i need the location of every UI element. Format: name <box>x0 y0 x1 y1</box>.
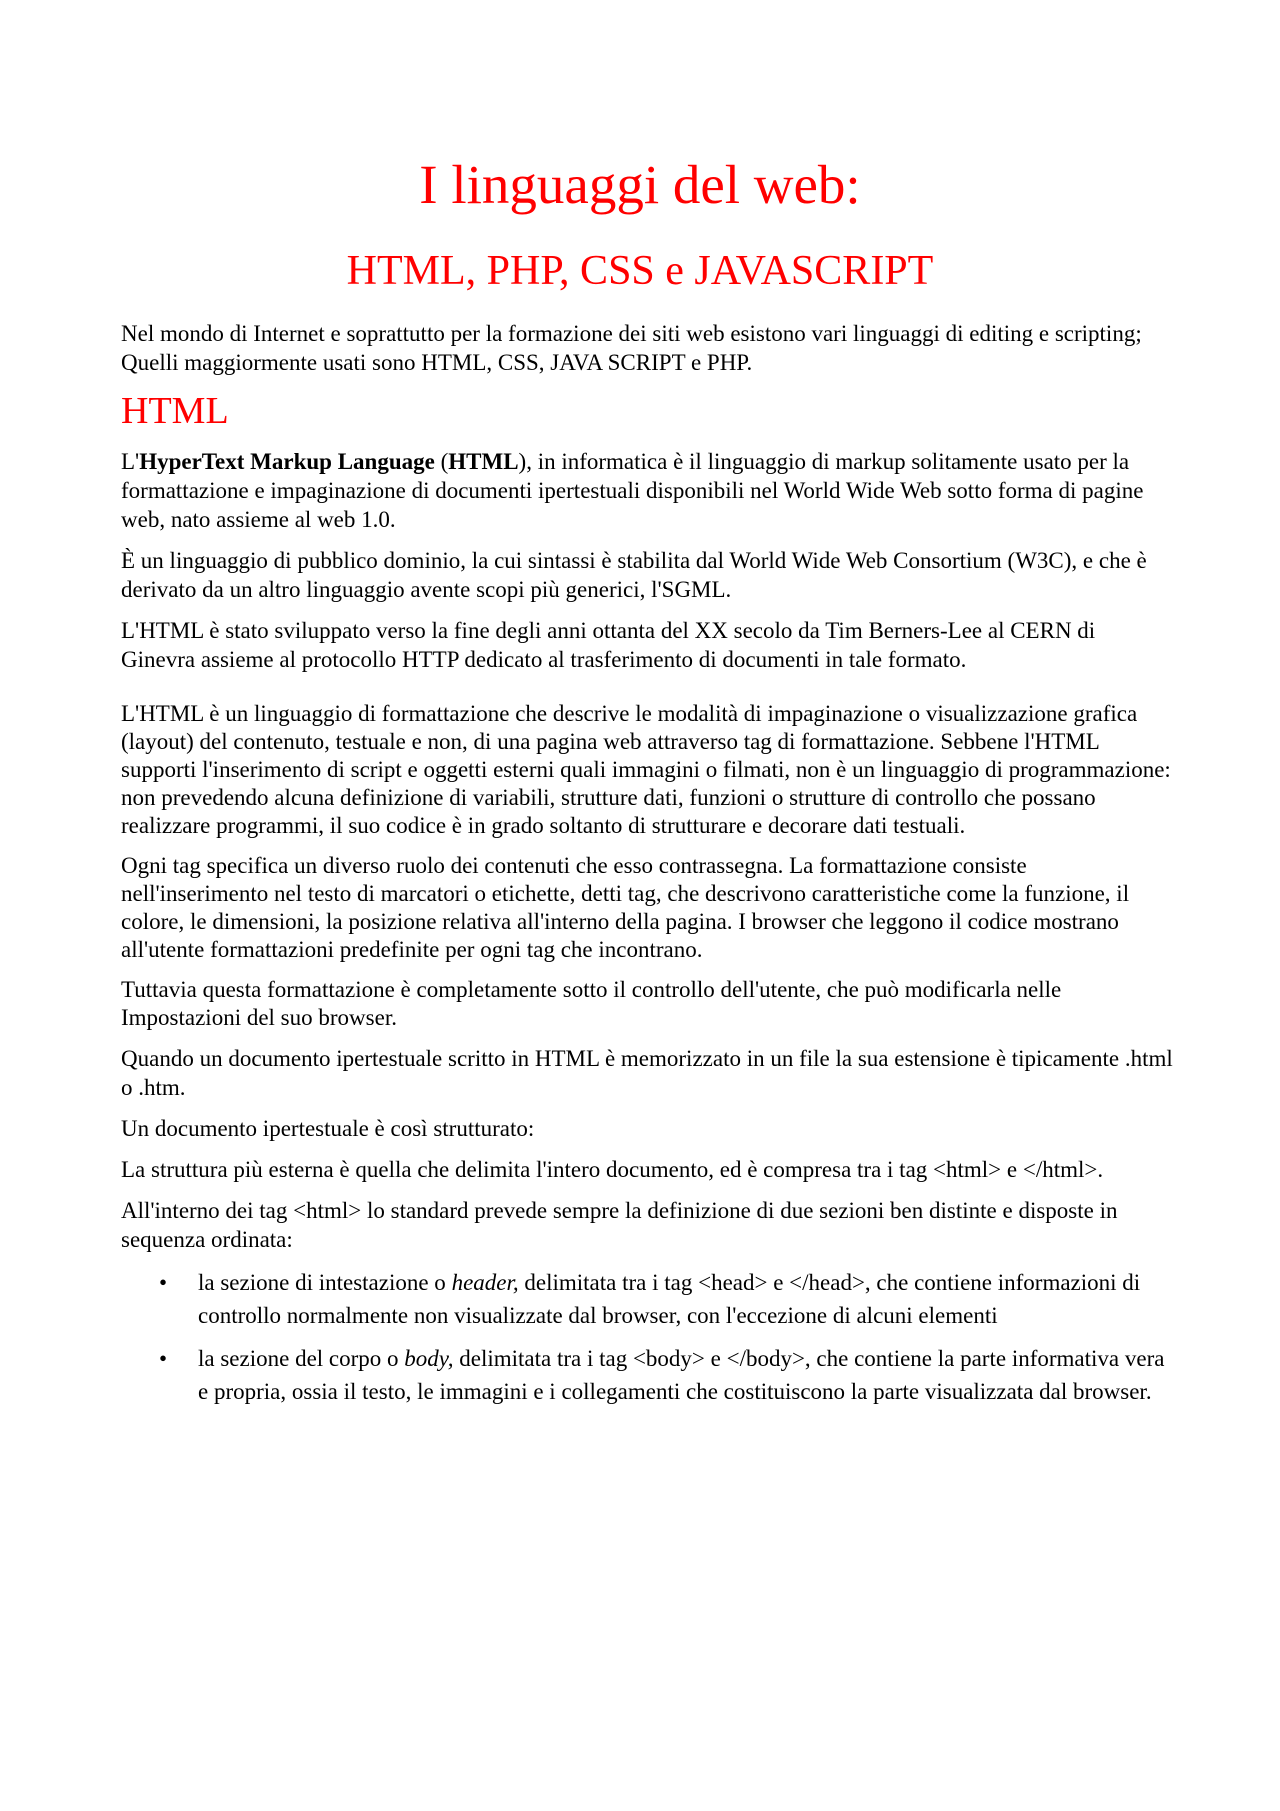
section-heading-html: HTML <box>121 390 229 432</box>
bullet-italic: body, <box>404 1346 454 1371</box>
paragraph-html-definition <box>121 447 1173 534</box>
paragraph-user-control: Tuttavia questa formattazione è completamente sotto il controllo dell'utente, che può modificarla nelle Impostazioni del suo browser. <box>121 977 1062 1030</box>
document-body <box>121 319 1173 1418</box>
p1-bold-term: HyperText Markup Language <box>139 449 435 474</box>
bullet-post: delimitata tra i tag <body> e </body>, che contiene la parte informativa vera e propria, ossia il testo, le immagini e i collegamenti che costituiscono la parte visualizzata dal browser. <box>198 1346 1165 1404</box>
list-item <box>121 1342 1173 1408</box>
paragraph-history: L'HTML è stato sviluppato verso la fine degli anni ottanta del XX secolo da Tim Berners-Lee al CERN di Ginevra assieme al protocollo HTTP dedicato al trasferimento di documenti in tale formato. <box>121 618 1096 672</box>
bullet-icon: • <box>159 1346 168 1371</box>
list-item <box>121 1266 1173 1332</box>
paragraph-structure-intro: Un documento ipertestuale è così strutturato: <box>121 1116 535 1141</box>
bullet-pre: la sezione di intestazione o <box>198 1270 452 1295</box>
paragraph-extension: Quando un documento ipertestuale scritto in HTML è memorizzato in un file la sua estensione è tipicamente .html o .htm. <box>121 1046 1173 1100</box>
bullet-icon: • <box>159 1270 168 1295</box>
paragraph-sections: All'interno dei tag <html> lo standard prevede sempre la definizione di due sezioni ben distinte e disposte in sequenza ordinata: <box>121 1198 1118 1252</box>
paragraph-outer-structure: La struttura più esterna è quella che delimita l'intero documento, ed è compresa tra i tag <html> e </html>. <box>121 1157 1104 1182</box>
page-subtitle: HTML, PHP, CSS e JAVASCRIPT <box>346 248 934 294</box>
spacer <box>121 686 1173 700</box>
p1-bold-acronym: HTML <box>448 449 519 474</box>
paragraph-formatting-language: L'HTML è un linguaggio di formattazione che descrive le modalità di impaginazione o visualizzazione grafica (layout) del contenuto, testuale e non, di una pagina web attraverso tag di formattazione. Sebbene l'HTML supporti l'inserimento di script e oggetti esterni quali immagini o filmati, non è un linguaggio di programmazione: non prevedendo alcuna definizione di variabili, strutture dati, funzioni o strutture di controllo che possano realizzare programmi, il suo codice è in grado soltanto di strutturare e decorare dati testuali. <box>121 701 1171 838</box>
p1-post: ), in informatica è il linguaggio di markup solitamente usato per la formattazione e impaginazione di documenti ipertestuali disponibili nel World Wide Web sotto forma di pagine web, nato assieme al web 1.0. <box>121 449 1144 532</box>
page-title: I linguaggi del web: <box>419 154 861 215</box>
p1-pre: L' <box>121 449 140 474</box>
bullet-pre: la sezione del corpo o <box>198 1346 405 1371</box>
intro-paragraph: Nel mondo di Internet e soprattutto per la formazione dei siti web esistono vari linguaggi di editing e scripting; Quelli maggiormente usati sono HTML, CSS, JAVA SCRIPT e PHP. <box>121 321 1142 375</box>
p1-mid: ( <box>434 449 449 474</box>
bullet-italic: header, <box>451 1270 519 1295</box>
bullet-post: delimitata tra i tag <head> e </head>, che contiene informazioni di controllo normalmente non visualizzate dal browser, con l'eccezione di alcuni elementi <box>198 1270 1141 1328</box>
paragraph-public-domain: È un linguaggio di pubblico dominio, la cui sintassi è stabilita dal World Wide Web Consortium (W3C), e che è derivato da un altro linguaggio avente scopi più generici, l'SGML. <box>121 548 1147 602</box>
paragraph-tags: Ogni tag specifica un diverso ruolo dei contenuti che esso contrassegna. La formattazione consiste nell'inserimento nel testo di marcatori o etichette, detti tag, che descrivono caratteristiche come la funzione, il colore, le dimensioni, la posizione relativa all'interno della pagina. I browser che leggono il codice mostrano all'utente formattazioni predefinite per ogni tag che incontrano. <box>121 853 1130 962</box>
sections-list <box>121 1266 1173 1408</box>
